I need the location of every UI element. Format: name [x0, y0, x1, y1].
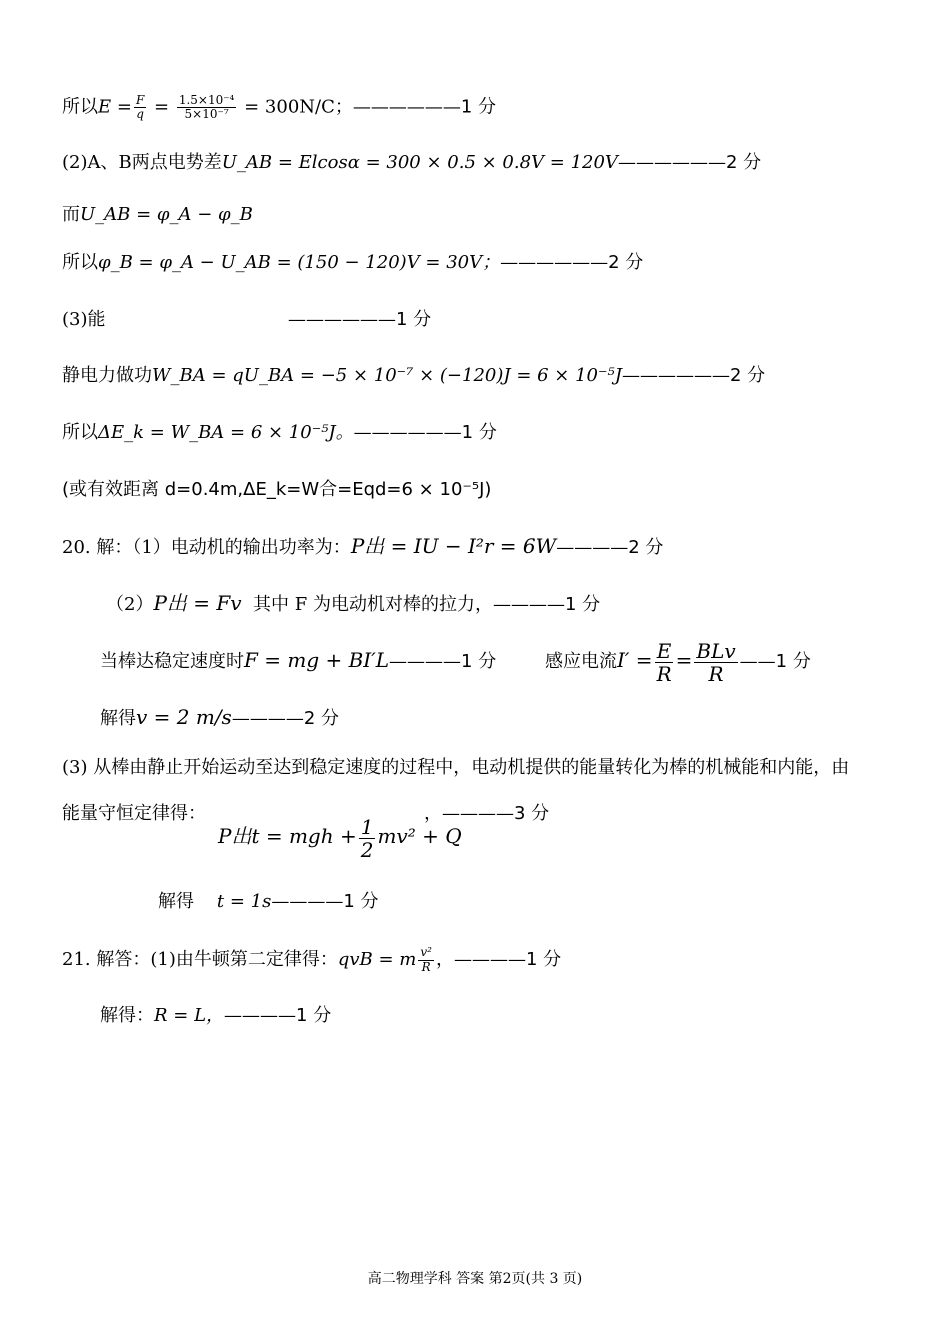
equation: P出t = mgh + — [218, 824, 357, 848]
equation: φ_B = φ_A − U_AB = (150 − 120)V = 30V； — [98, 252, 501, 273]
answer-line-1: 所以E = $\frac{F}{q}$ = $\frac{\text{1.5×10⁻⁴}}{\text{5×10⁻⁷}}$ = 300N/C；——————1 分 — [62, 93, 497, 122]
answer-line-4 — [62, 251, 643, 275]
fraction — [694, 640, 737, 685]
line-text: 感应电流 — [545, 651, 617, 672]
score-dash: ———— — [556, 537, 629, 558]
score-label: 2 分 — [729, 365, 766, 386]
fraction-numerator: 1 — [360, 814, 374, 839]
line-text: (3)能 — [62, 309, 106, 330]
equation: W_BA = qU_BA = −5 × 10⁻⁷ × (−120)J = 6 × 10⁻⁵J — [152, 365, 622, 386]
equation: P出 = Fv — [153, 591, 242, 615]
equation: qvB = m — [337, 949, 417, 970]
answer-line-11 — [100, 648, 496, 674]
answer-line-8 — [62, 478, 491, 502]
score-dash: —————— — [353, 422, 462, 443]
equation: ΔE_k = W_BA = 6 × 10⁻⁵J。 — [98, 422, 354, 443]
score-label: 2 分 — [628, 537, 664, 558]
score-label: 1 分 — [564, 594, 601, 615]
score-label: 1 分 — [396, 309, 432, 330]
fraction — [418, 946, 434, 973]
score-label: 1 分 — [525, 949, 562, 970]
score-label: 1 分 — [461, 651, 497, 672]
answer-line-10 — [106, 591, 600, 617]
equation: F = mg + BI′L — [244, 648, 390, 672]
line-text: (3) 从棒由静止开始运动至达到稳定速度的过程中，电动机提供的能量转化为棒的机械能和内能，由 — [62, 757, 850, 778]
answer-line-12 — [100, 705, 339, 731]
answer-line-6 — [62, 364, 765, 388]
fraction-denominator: R — [708, 661, 724, 686]
line-text: 能量守恒定律得： — [62, 803, 206, 824]
equation: mv² + Q — [377, 824, 462, 848]
score-dash: ———— — [442, 803, 514, 824]
score-dash: ———— — [231, 708, 304, 729]
answer-line-15 — [158, 890, 379, 914]
score-label: 3 分 — [514, 803, 550, 824]
equation: U_AB = φ_A − φ_B — [80, 204, 253, 225]
answer-line-13 — [62, 756, 849, 780]
equation: v = 2 m/s — [136, 705, 232, 729]
score-label: 2 分 — [725, 152, 762, 173]
page-footer: 高二物理学科 答案 第2页(共 3 页) — [367, 1271, 583, 1287]
equation: P出 = IU − I²r = 6W — [350, 534, 557, 558]
fraction-numerator: F — [135, 93, 145, 107]
line-text: ， — [435, 949, 454, 970]
line-text: 解得： — [100, 1005, 154, 1026]
equation: t = 1s — [216, 891, 272, 912]
line-text: (或有效距离 d=0.4m,ΔE_k=W合=Eqd=6 × 10⁻⁵J) — [62, 479, 492, 500]
answer-line-17 — [100, 1004, 331, 1028]
answer-line-3 — [62, 203, 253, 227]
answer-line-2 — [62, 151, 761, 175]
line-text: 所以 — [62, 422, 98, 443]
score-dash: ———— — [492, 594, 565, 615]
equation: E = — [98, 96, 132, 118]
equation: I′ = — [617, 648, 653, 672]
fraction — [177, 94, 237, 121]
fraction-numerator: BLv — [696, 638, 736, 663]
answer-line-7 — [62, 421, 497, 445]
answer-line-16 — [62, 940, 561, 980]
fraction — [134, 94, 146, 121]
line-text: 所以 — [62, 252, 98, 273]
score-dash: —————— — [617, 152, 726, 173]
line-text: 静电力做功 — [62, 365, 152, 386]
line-text: ， — [424, 803, 442, 824]
line-text: 所以 — [62, 96, 98, 118]
score-dash: ———— — [389, 651, 462, 672]
fraction-denominator: R — [421, 959, 431, 974]
score-label: 1 分 — [296, 1005, 332, 1026]
score-dash: —————— — [288, 309, 396, 330]
answer-line-5-score — [288, 308, 431, 332]
equation: U_AB = Elcosα = 300 × 0.5 × 0.8V = 120V — [221, 152, 618, 173]
line-text: 20. 解：（1）电动机的输出功率为： — [62, 537, 351, 558]
score-dash: ———— — [453, 949, 526, 970]
line-text: 21. 解答：(1)由牛顿第二定律得： — [62, 949, 338, 970]
score-label: 2 分 — [303, 708, 340, 729]
line-text: (2)A、B两点电势差 — [62, 152, 222, 173]
answer-line-11-current: 感应电流I′ = $\frac{E}{R}$ = $\frac{\text{BLv}}{R}$ ——1 分 — [545, 638, 811, 686]
line-text: 其中 F 为电动机对棒的拉力， — [253, 594, 493, 615]
score-label: 2 分 — [608, 252, 644, 273]
score-dash: ———— — [271, 891, 344, 912]
fraction-denominator: q — [136, 107, 144, 122]
fraction-denominator: 5×10⁻⁷ — [184, 107, 229, 122]
score-label: 1 分 — [460, 96, 497, 118]
score-dash: —————— — [352, 96, 461, 118]
equation: R = L， — [154, 1005, 225, 1026]
line-text: 当棒达稳定速度时 — [100, 651, 244, 672]
line-text: （2） — [106, 594, 154, 615]
answer-line-14-score — [424, 802, 549, 826]
equation: = 300N/C； — [244, 96, 353, 118]
score-dash: ———— — [224, 1005, 297, 1026]
line-text: 解得 — [158, 891, 194, 912]
answer-line-5 — [62, 308, 106, 332]
fraction — [359, 816, 376, 861]
fraction-numerator: v² — [420, 945, 432, 960]
score-dash: —— — [739, 651, 776, 672]
score-label: 1 分 — [461, 422, 497, 443]
score-dash: —————— — [621, 365, 730, 386]
fraction-numerator: 1.5×10⁻⁴ — [178, 93, 235, 107]
fraction-numerator: E — [656, 638, 672, 663]
line-text: 而 — [62, 204, 80, 225]
fraction — [655, 640, 674, 685]
score-dash: —————— — [500, 252, 609, 273]
answer-line-9 — [62, 534, 663, 560]
answer-line-14-label — [62, 802, 206, 826]
score-label: 1 分 — [775, 651, 811, 672]
line-text: 解得 — [100, 708, 136, 729]
score-label: 1 分 — [343, 891, 379, 912]
fraction-denominator: R — [656, 661, 672, 686]
fraction-denominator: 2 — [360, 837, 374, 862]
